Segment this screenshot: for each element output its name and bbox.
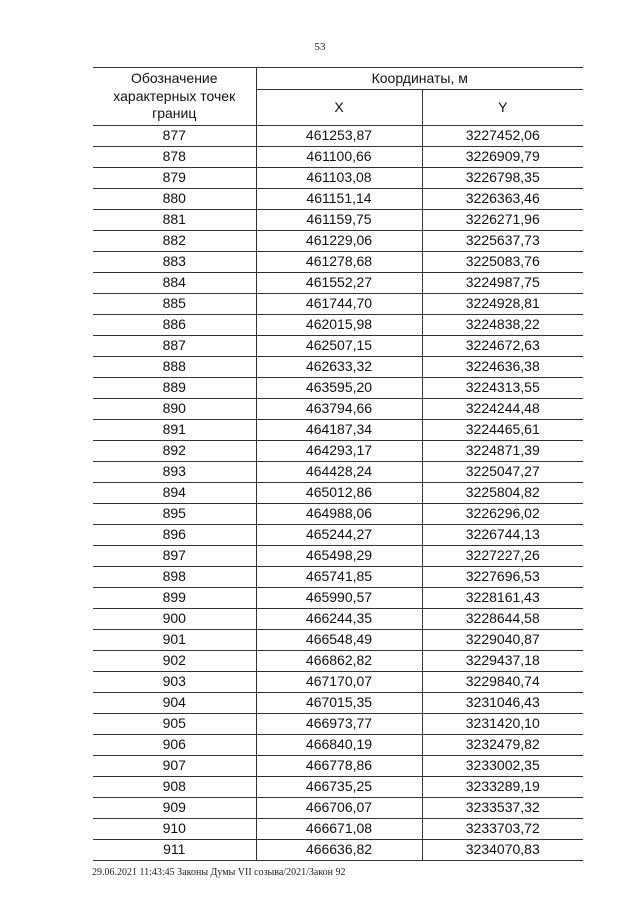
point-cell: 883 <box>93 252 256 273</box>
table-header <box>93 68 583 126</box>
table-row <box>93 126 583 147</box>
point-cell: 893 <box>93 462 256 483</box>
y-cell: 3225083,76 <box>422 252 583 273</box>
x-cell: 464988,06 <box>256 504 422 525</box>
x-cell: 462507,15 <box>256 336 422 357</box>
x-cell: 465244,27 <box>256 525 422 546</box>
table-row <box>93 651 583 672</box>
point-cell: 891 <box>93 420 256 441</box>
y-cell: 3229040,87 <box>422 630 583 651</box>
y-cell: 3227696,53 <box>422 567 583 588</box>
point-cell: 887 <box>93 336 256 357</box>
y-cell: 3226271,96 <box>422 210 583 231</box>
point-cell: 905 <box>93 714 256 735</box>
table-row <box>93 168 583 189</box>
x-cell: 466973,77 <box>256 714 422 735</box>
point-cell: 892 <box>93 441 256 462</box>
x-cell: 462015,98 <box>256 315 422 336</box>
x-cell: 466862,82 <box>256 651 422 672</box>
table-row <box>93 189 583 210</box>
point-cell: 885 <box>93 294 256 315</box>
y-cell: 3224871,39 <box>422 441 583 462</box>
x-cell: 461253,87 <box>256 126 422 147</box>
y-cell: 3232479,82 <box>422 735 583 756</box>
table-row <box>93 735 583 756</box>
table-row <box>93 378 583 399</box>
table-row <box>93 756 583 777</box>
x-cell: 466671,08 <box>256 819 422 840</box>
x-cell: 461159,75 <box>256 210 422 231</box>
header-row-top <box>93 68 583 90</box>
y-cell: 3233537,32 <box>422 798 583 819</box>
point-cell: 888 <box>93 357 256 378</box>
table-row <box>93 714 583 735</box>
point-cell: 903 <box>93 672 256 693</box>
x-cell: 461100,66 <box>256 147 422 168</box>
coordinates-header: Координаты, м <box>256 68 583 90</box>
y-cell: 3233289,19 <box>422 777 583 798</box>
x-cell: 466778,86 <box>256 756 422 777</box>
table-row <box>93 441 583 462</box>
point-cell: 909 <box>93 798 256 819</box>
point-cell: 878 <box>93 147 256 168</box>
y-cell: 3228161,43 <box>422 588 583 609</box>
y-cell: 3224672,63 <box>422 336 583 357</box>
x-cell: 461744,70 <box>256 294 422 315</box>
y-cell: 3224987,75 <box>422 273 583 294</box>
point-cell: 901 <box>93 630 256 651</box>
x-cell: 461151,14 <box>256 189 422 210</box>
table-row <box>93 357 583 378</box>
point-cell: 886 <box>93 315 256 336</box>
page-number: 53 <box>314 41 326 53</box>
x-cell: 462633,32 <box>256 357 422 378</box>
y-cell: 3226744,13 <box>422 525 583 546</box>
x-cell: 464428,24 <box>256 462 422 483</box>
y-cell: 3231046,43 <box>422 693 583 714</box>
y-cell: 3227227,26 <box>422 546 583 567</box>
table-row <box>93 252 583 273</box>
y-cell: 3224838,22 <box>422 315 583 336</box>
point-cell: 877 <box>93 126 256 147</box>
table-row <box>93 672 583 693</box>
table-row <box>93 483 583 504</box>
x-cell: 461229,06 <box>256 231 422 252</box>
x-column-header: X <box>256 90 422 126</box>
y-cell: 3226798,35 <box>422 168 583 189</box>
table-row <box>93 525 583 546</box>
table-body <box>93 126 583 861</box>
y-cell: 3233002,35 <box>422 756 583 777</box>
y-cell: 3231420,10 <box>422 714 583 735</box>
table-row <box>93 399 583 420</box>
x-cell: 466548,49 <box>256 630 422 651</box>
table-row <box>93 588 583 609</box>
y-cell: 3227452,06 <box>422 126 583 147</box>
x-cell: 467170,07 <box>256 672 422 693</box>
x-cell: 466735,25 <box>256 777 422 798</box>
point-cell: 910 <box>93 819 256 840</box>
table-row <box>93 798 583 819</box>
table-row <box>93 693 583 714</box>
table-row <box>93 273 583 294</box>
point-cell: 907 <box>93 756 256 777</box>
y-cell: 3224928,81 <box>422 294 583 315</box>
table-row <box>93 819 583 840</box>
table-row <box>93 546 583 567</box>
y-cell: 3233703,72 <box>422 819 583 840</box>
point-cell: 882 <box>93 231 256 252</box>
table-row <box>93 504 583 525</box>
point-cell: 898 <box>93 567 256 588</box>
x-cell: 466706,07 <box>256 798 422 819</box>
x-cell: 461552,27 <box>256 273 422 294</box>
table-row <box>93 147 583 168</box>
x-cell: 466636,82 <box>256 840 422 861</box>
x-cell: 466244,35 <box>256 609 422 630</box>
y-cell: 3226363,46 <box>422 189 583 210</box>
x-cell: 466840,19 <box>256 735 422 756</box>
x-cell: 467015,35 <box>256 693 422 714</box>
footer-stamp: 29.06.2021 11:43:45 Законы Думы VII созыва/2021/Закон 92 <box>92 867 346 878</box>
table-row <box>93 609 583 630</box>
point-cell: 902 <box>93 651 256 672</box>
y-cell: 3225804,82 <box>422 483 583 504</box>
table-row <box>93 231 583 252</box>
point-cell: 881 <box>93 210 256 231</box>
y-cell: 3229840,74 <box>422 672 583 693</box>
x-cell: 465498,29 <box>256 546 422 567</box>
x-cell: 464293,17 <box>256 441 422 462</box>
table-row <box>93 294 583 315</box>
y-cell: 3226296,02 <box>422 504 583 525</box>
y-cell: 3224313,55 <box>422 378 583 399</box>
table-row <box>93 840 583 861</box>
coordinates-table <box>93 67 583 861</box>
x-cell: 463595,20 <box>256 378 422 399</box>
y-column-header: Y <box>422 90 583 126</box>
point-cell: 904 <box>93 693 256 714</box>
y-cell: 3224244,48 <box>422 399 583 420</box>
table-row <box>93 630 583 651</box>
table-row <box>93 315 583 336</box>
x-cell: 465990,57 <box>256 588 422 609</box>
table-row <box>93 336 583 357</box>
point-cell: 895 <box>93 504 256 525</box>
point-cell: 896 <box>93 525 256 546</box>
x-cell: 465741,85 <box>256 567 422 588</box>
point-cell: 900 <box>93 609 256 630</box>
table-row <box>93 567 583 588</box>
x-cell: 463794,66 <box>256 399 422 420</box>
y-cell: 3225047,27 <box>422 462 583 483</box>
point-designation-header: Обозначение характерных точек границ <box>93 68 256 126</box>
point-cell: 911 <box>93 840 256 861</box>
y-cell: 3234070,83 <box>422 840 583 861</box>
x-cell: 465012,86 <box>256 483 422 504</box>
y-cell: 3225637,73 <box>422 231 583 252</box>
table-row <box>93 462 583 483</box>
y-cell: 3228644,58 <box>422 609 583 630</box>
y-cell: 3226909,79 <box>422 147 583 168</box>
point-cell: 897 <box>93 546 256 567</box>
table-row <box>93 210 583 231</box>
point-cell: 880 <box>93 189 256 210</box>
table-row <box>93 420 583 441</box>
table-row <box>93 777 583 798</box>
y-cell: 3229437,18 <box>422 651 583 672</box>
point-cell: 899 <box>93 588 256 609</box>
x-cell: 464187,34 <box>256 420 422 441</box>
point-cell: 890 <box>93 399 256 420</box>
point-cell: 889 <box>93 378 256 399</box>
y-cell: 3224636,38 <box>422 357 583 378</box>
y-cell: 3224465,61 <box>422 420 583 441</box>
point-cell: 884 <box>93 273 256 294</box>
point-cell: 894 <box>93 483 256 504</box>
point-cell: 908 <box>93 777 256 798</box>
x-cell: 461103,08 <box>256 168 422 189</box>
x-cell: 461278,68 <box>256 252 422 273</box>
point-cell: 879 <box>93 168 256 189</box>
point-cell: 906 <box>93 735 256 756</box>
